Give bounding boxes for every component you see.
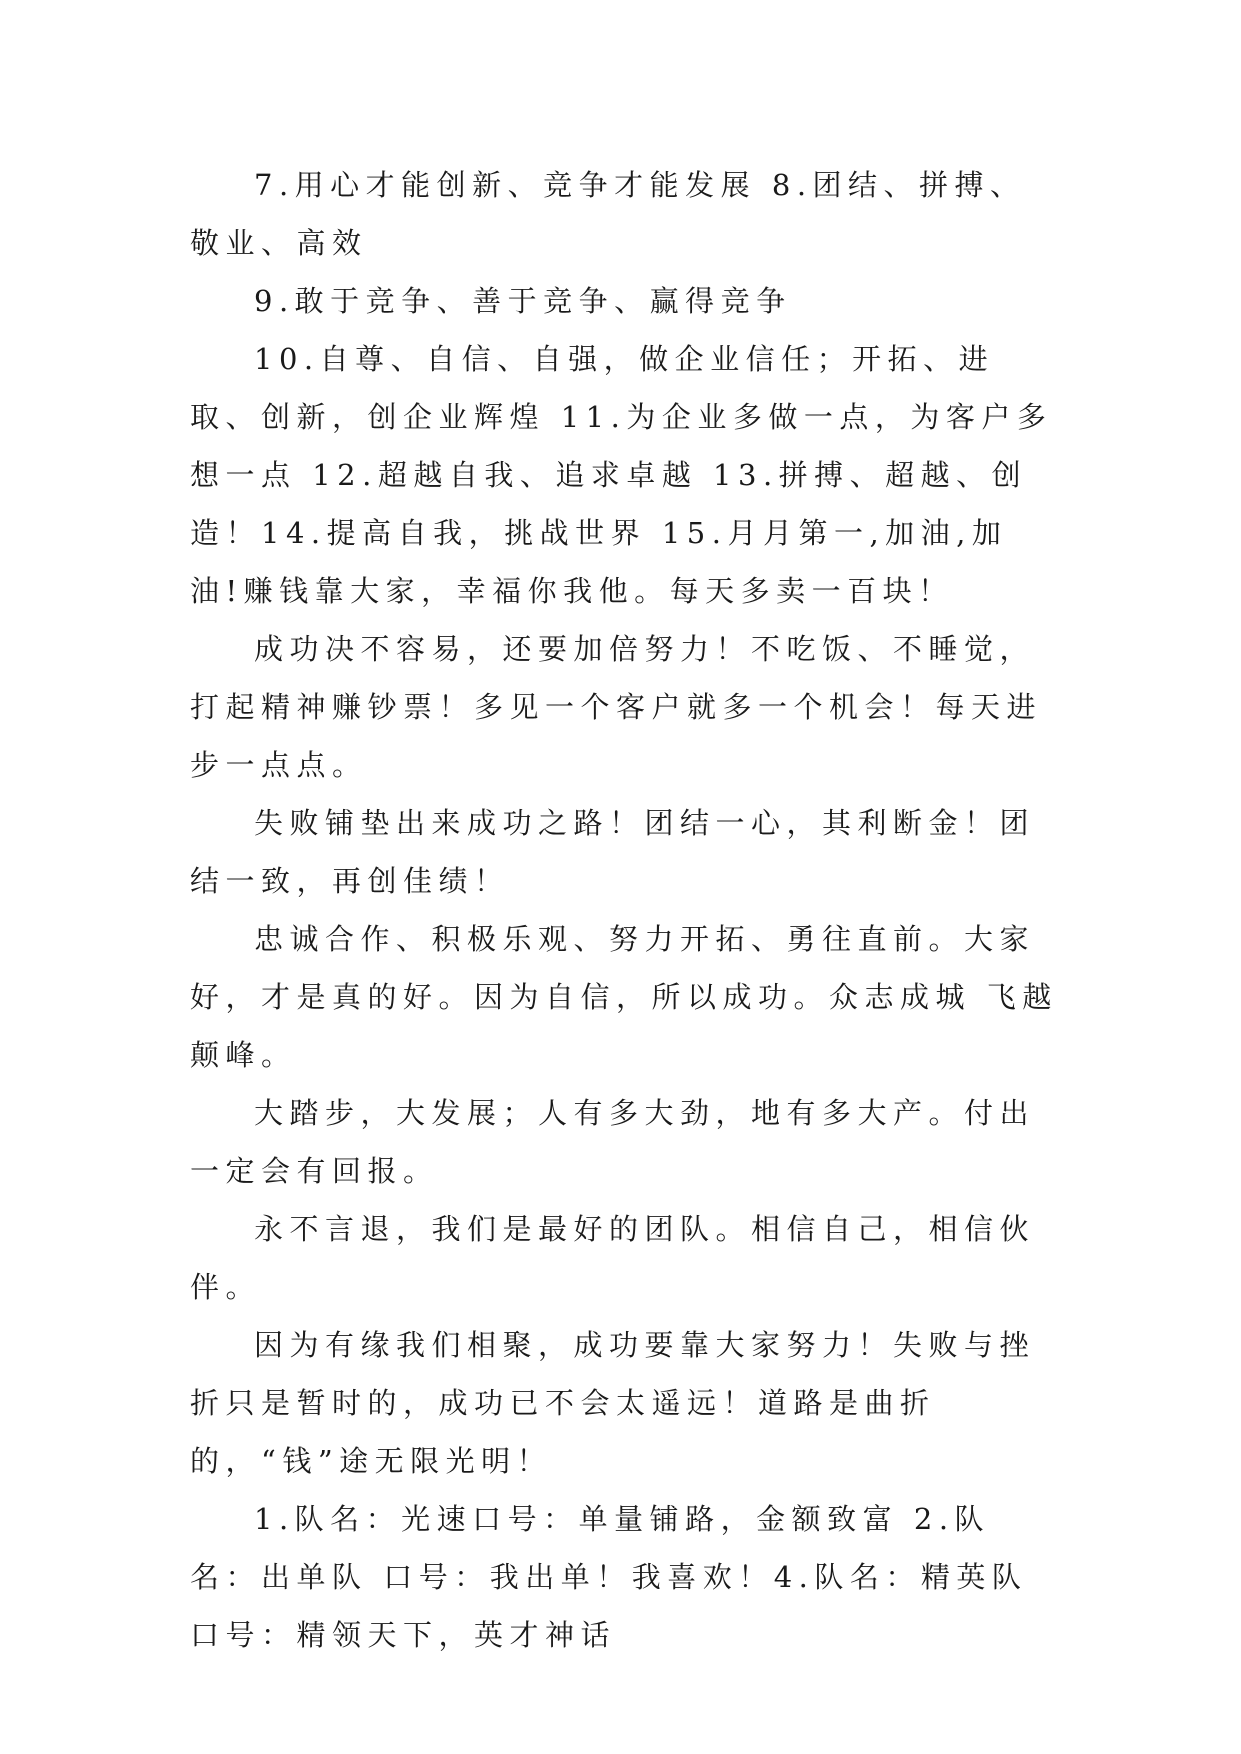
paragraph-failure-unity: 失败铺垫出来成功之路！团结一心，其利断金！团结一致，再创佳绩！ <box>190 806 1036 898</box>
paragraph-team-names: 1.队名：光速口号：单量铺路，金额致富 2.队名：出单队 口号：我出单！我喜欢！4.队名：精英队 口号：精领天下，英才神话 <box>190 1502 1028 1652</box>
paragraph-loyalty: 忠诚合作、积极乐观、努力开拓、勇往直前。大家好，才是真的好。因为自信，所以成功。众志成城 飞越颠峰。 <box>190 922 1058 1072</box>
paragraph-slogans-10-15: 10.自尊、自信、自强，做企业信任；开拓、进取、创新，创企业辉煌 11.为企业多做一点，为客户多想一点 12.超越自我、追求卓越 13.拼搏、超越、创造！14.提高自我，挑战世界 15.月月第一,加油,加油!赚钱靠大家，幸福你我他。每天多卖一百块！ <box>190 342 1053 608</box>
paragraph-slogan-9: 9.敢于竞争、善于竞争、赢得竞争 <box>254 284 792 318</box>
paragraph-fate: 因为有缘我们相聚，成功要靠大家努力！失败与挫折只是暂时的，成功已不会太遥远！道路是曲折的，“钱”途无限光明！ <box>190 1328 1036 1478</box>
paragraph-success: 成功决不容易，还要加倍努力！不吃饭、不睡觉，打起精神赚钞票！多见一个客户就多一个机会！每天进步一点点。 <box>190 632 1043 782</box>
document-page <box>190 156 1060 1664</box>
paragraph-big-steps: 大踏步，大发展；人有多大劲，地有多大产。付出一定会有回报。 <box>190 1096 1036 1188</box>
paragraph-slogans-7-8: 7.用心才能创新、竞争才能发展 8.团结、拼搏、敬业、高效 <box>190 168 1026 260</box>
paragraph-never-quit: 永不言退，我们是最好的团队。相信自己，相信伙伴。 <box>190 1212 1036 1304</box>
